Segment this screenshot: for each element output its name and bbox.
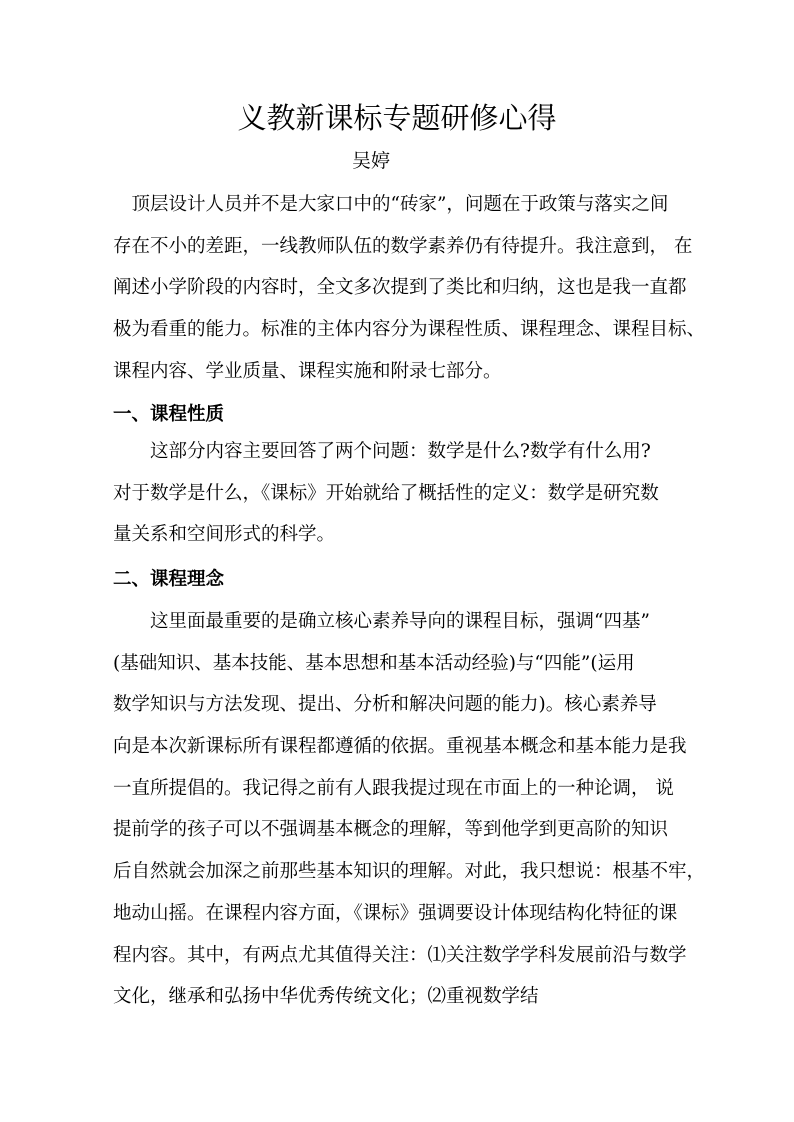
paragraph-philosophy	[113, 601, 706, 1018]
text-line: 顶层设计人员并不是大家口中的“砖家”，问题在于政策与落实之间	[113, 194, 669, 215]
text-line: 这里面最重要的是确立核心素养导向的课程目标，强调“四基”	[113, 611, 650, 632]
text-line: 课程内容、学业质量、课程实施和附录七部分。	[113, 360, 502, 382]
text-line: 极为看重的能力。标准的主体内容分为课程性质、课程理念、课程目标、	[113, 319, 706, 341]
text-line: 提前学的孩子可以不强调基本概念的理解，等到他学到更高阶的知识	[113, 819, 669, 841]
text-line: 程内容。其中，有两点尤其值得关注：⑴关注数学学科发展前沿与数学	[113, 944, 687, 966]
text-line: 对于数学是什么，《课标》开始就给了概括性的定义：数学是研究数	[113, 482, 659, 504]
text-line: 这部分内容主要回答了两个问题：数学是什么?数学有什么用?	[113, 441, 651, 462]
section-heading-philosophy: 二、课程理念	[113, 569, 225, 590]
text-line: 文化，继承和弘扬中华优秀传统文化；⑵重视数学结	[113, 986, 539, 1008]
text-line: 数学知识与方法发现、提出、分析和解决问题的能力)。核心素养导	[113, 694, 657, 716]
text-line: 地动山摇。在课程内容方面，《课标》强调要设计体现结构化特征的课	[113, 902, 678, 924]
text-line: 阐述小学阶段的内容时，全文多次提到了类比和归纳，这也是我一直都	[113, 277, 687, 299]
paragraph-nature	[113, 431, 693, 556]
paragraph-intro	[113, 184, 706, 392]
text-line: 向是本次新课标所有课程都遵循的依据。重视基本概念和基本能力是我	[113, 736, 687, 758]
text-line: 后自然就会加深之前那些基本知识的理解。对此，我只想说：根基不牢，	[113, 861, 706, 883]
section-heading-nature: 一、课程性质	[113, 404, 225, 425]
text-line: 存在不小的差距，一线教师队伍的数学素养仍有待提升。我注意到， 在	[113, 235, 693, 257]
text-line: 量关系和空间形式的科学。	[113, 524, 336, 546]
text-line: 一直所提倡的。我记得之前有人跟我提过现在市面上的一种论调， 说	[113, 777, 674, 799]
document-title: 义教新课标专题研修心得	[237, 101, 557, 135]
text-line: (基础知识、基本技能、基本思想和基本活动经验)与“四能”(运用	[113, 652, 635, 674]
author-name: 吴婷	[352, 150, 391, 172]
